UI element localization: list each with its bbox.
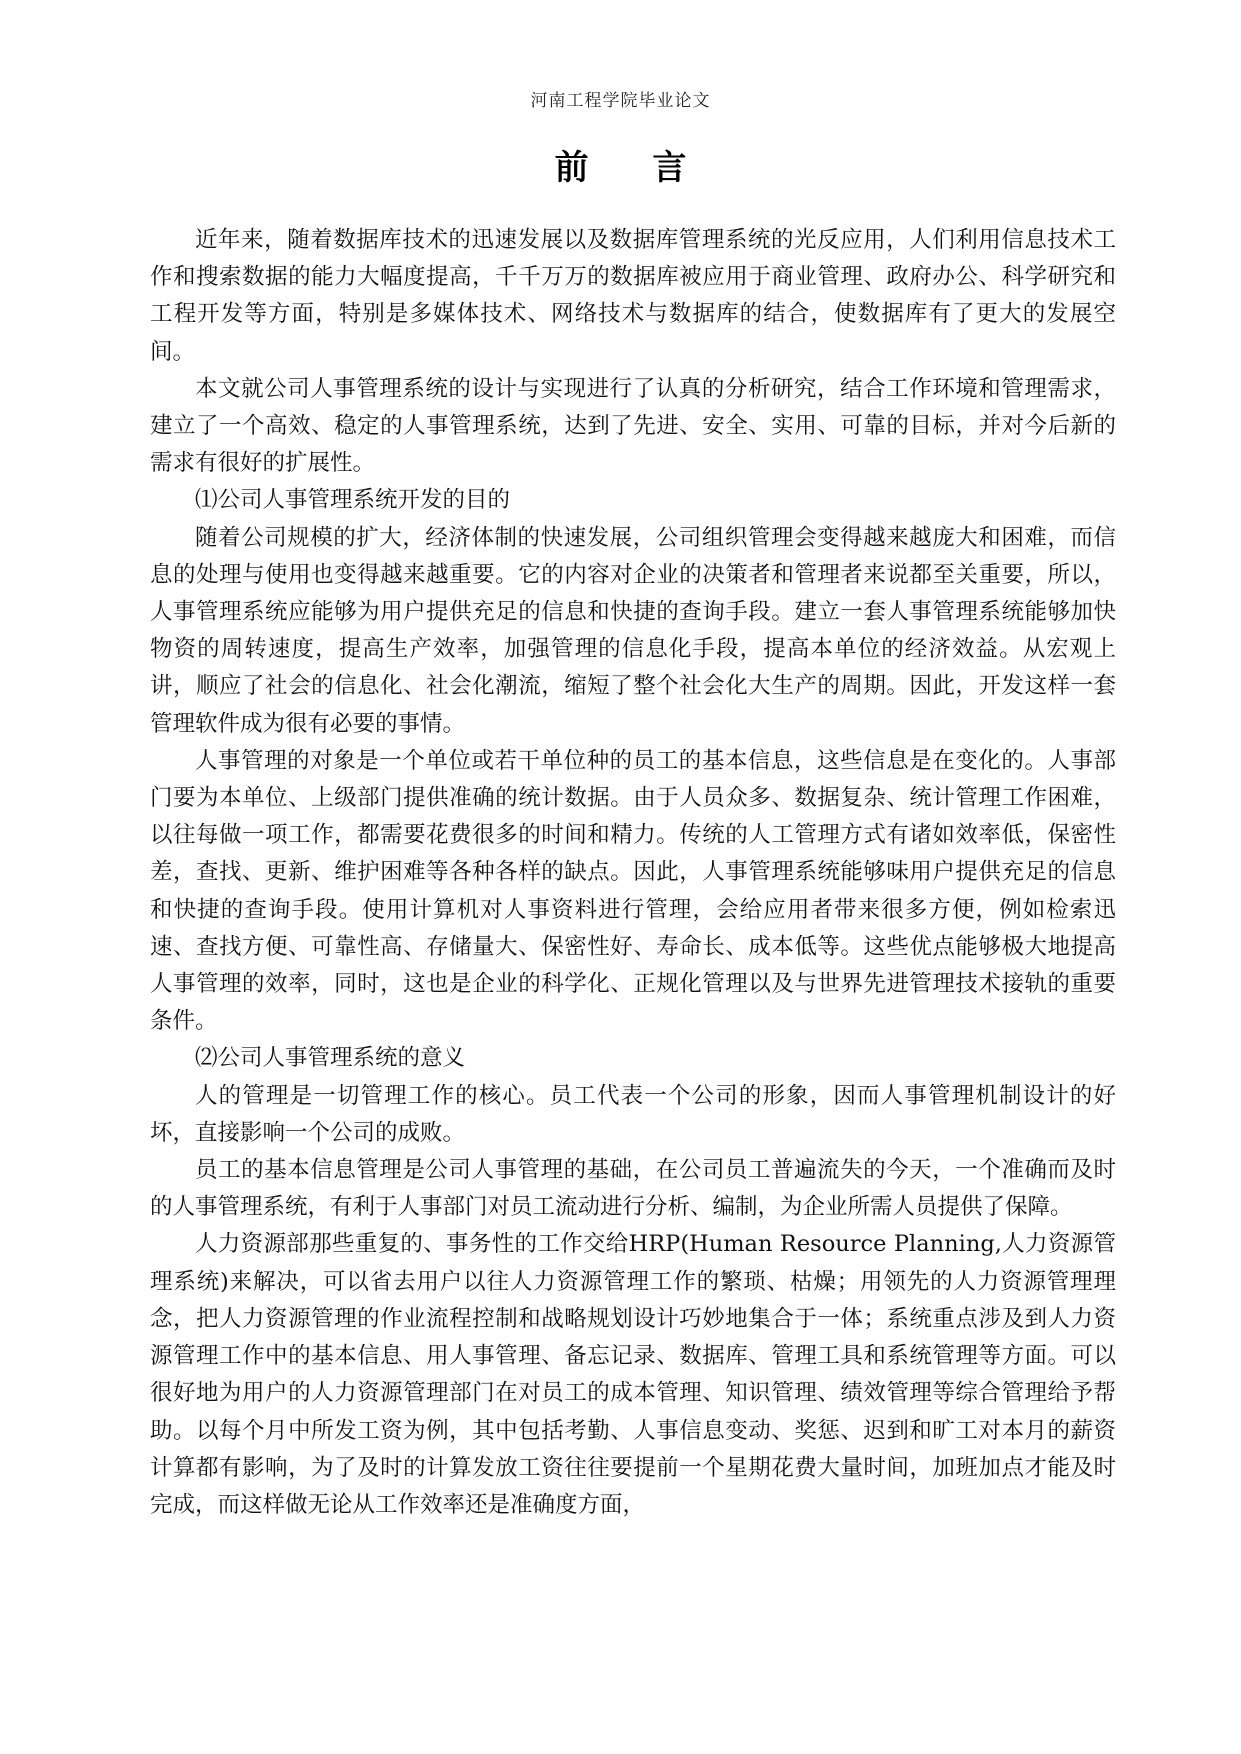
paragraph-1: 近年来，随着数据库技术的迅速发展以及数据库管理系统的光反应用，人们利用信息技术工作和搜索数据的能力大幅度提高，千千万万的数据库被应用于商业管理、政府办公、科学研究和工程开发等方面，特别是多媒体技术、网络技术与数据库的结合，使数据库有了更大的发展空间。 — [150, 227, 1116, 365]
page-title: 前 言 — [554, 148, 713, 188]
paragraph-5: 人的管理是一切管理工作的核心。员工代表一个公司的形象，因而人事管理机制设计的好坏，直接影响一个公司的成败。 — [150, 1082, 1116, 1146]
section-heading-purpose: ⑴公司人事管理系统开发的目的 — [195, 487, 511, 514]
paragraph-3: 随着公司规模的扩大，经济体制的快速发展，公司组织管理会变得越来越庞大和困难，而信息的处理与使用也变得越来越重要。它的内容对企业的决策者和管理者来说都至关重要，所以，人事管理系统应能够为用户提供充足的信息和快捷的查询手段。建立一套人事管理系统能够加快物资的周转速度，提高生产效率，加强管理的信息化手段，提高本单位的经济效益。从宏观上讲，顺应了社会的信息化、社会化潮流，缩短了整个社会化大生产的周期。因此，开发这样一套管理软件成为很有必要的事情。 — [150, 524, 1116, 737]
paragraph-7: 人力资源部那些重复的、事务性的工作交给HRP(Human Resource Planning,人力资源管理系统)来解决，可以省去用户以往人力资源管理工作的繁琐、枯燥；用领先的人力资源管理理念，把人力资源管理的作业流程控制和战略规划设计巧妙地集合于一体；系统重点涉及到人力资源管理工作中的基本信息、用人事管理、备忘记录、数据库、管理工具和系统管理等方面。可以很好地为用户的人力资源管理部门在对员工的成本管理、知识管理、绩效管理等综合管理给予帮助。以每个月中所发工资为例，其中包括考勤、人事信息变动、奖惩、迟到和旷工对本月的薪资计算都有影响，为了及时的计算发放工资往往要提前一个星期花费大量时间，加班加点才能及时完成，而这样做无论从工作效率还是准确度方面， — [150, 1231, 1116, 1518]
section-heading-significance: ⑵公司人事管理系统的意义 — [195, 1045, 466, 1072]
paragraph-2: 本文就公司人事管理系统的设计与实现进行了认真的分析研究，结合工作环境和管理需求，建立了一个高效、稳定的人事管理系统，达到了先进、安全、实用、可靠的目标，并对今后新的需求有很好的扩展性。 — [150, 375, 1116, 477]
paragraph-6: 员工的基本信息管理是公司人事管理的基础，在公司员工普遍流失的今天，一个准确而及时的人事管理系统，有利于人事部门对员工流动进行分析、编制，为企业所需人员提供了保障。 — [150, 1157, 1116, 1221]
paragraph-4: 人事管理的对象是一个单位或若干单位种的员工的基本信息，这些信息是在变化的。人事部门要为本单位、上级部门提供准确的统计数据。由于人员众多、数据复杂、统计管理工作困难，以往每做一项工作，都需要花费很多的时间和精力。传统的人工管理方式有诸如效率低，保密性差，查找、更新、维护困难等各种各样的缺点。因此，人事管理系统能够味用户提供充足的信息和快捷的查询手段。使用计算机对人事资料进行管理，会给应用者带来很多方便，例如检索迅速、查找方便、可靠性高、存储量大、保密性好、寿命长、成本低等。这些优点能够极大地提高人事管理的效率，同时，这也是企业的科学化、正规化管理以及与世界先进管理技术接轨的重要条件。 — [150, 747, 1116, 1035]
page-header: 河南工程学院毕业论文 — [530, 91, 711, 111]
body-text — [150, 222, 1116, 1524]
